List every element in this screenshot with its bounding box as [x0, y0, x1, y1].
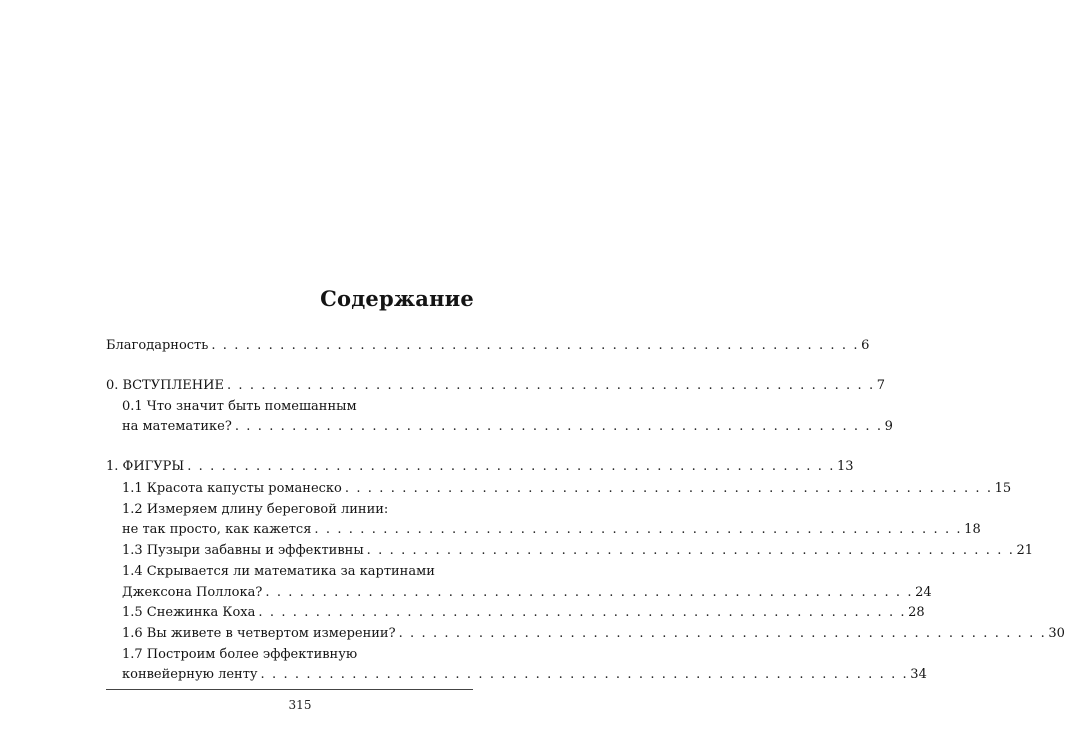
leader-dots: . . . . . . . . . . . . . . . . . . . . . . . . . . . . . . . . . . . . . . . . . . . . . . . . . . . . . . . . .: [366, 543, 1015, 558]
leader-dots: . . . . . . . . . . . . . . . . . . . . . . . . . . . . . . . . . . . . . . . . . . . . . . . . . . . . . . . . .: [398, 626, 1047, 641]
toc-entry-line: 0.1 Что значит быть помешанным: [122, 399, 357, 414]
toc-entry-section-1-4: [122, 584, 932, 602]
toc-entry-line: 1.4 Скрывается ли математика за картинами: [122, 564, 435, 579]
toc-entry-line: 1.2 Измеряем длину береговой линии:: [122, 502, 389, 517]
toc-entry-page: 9: [884, 419, 893, 434]
toc-entry-title: 1. ФИГУРЫ: [106, 459, 185, 474]
leader-dots: . . . . . . . . . . . . . . . . . . . . . . . . . . . . . . . . . . . . . . . . . . . . . . . . . . . . . . . . .: [265, 585, 914, 600]
toc-entry-section-1-1: [122, 480, 1012, 498]
toc-entry-page: 13: [836, 459, 854, 474]
toc-entry-page: 21: [1016, 543, 1033, 558]
leader-dots: . . . . . . . . . . . . . . . . . . . . . . . . . . . . . . . . . . . . . . . . . . . . . . . . . . . . . . . . .: [234, 419, 883, 434]
toc-entry-page: 30: [1048, 626, 1065, 641]
leader-dots: . . . . . . . . . . . . . . . . . . . . . . . . . . . . . . . . . . . . . . . . . . . . . . . . . . . . . . . . .: [187, 459, 835, 474]
toc-entry-page: 15: [994, 481, 1012, 496]
toc-entry-title: 1.6 Вы живете в четвертом измерении?: [122, 626, 396, 641]
toc-entry-section-0-1: [122, 418, 893, 436]
page-number: 315: [288, 698, 312, 712]
leader-dots: . . . . . . . . . . . . . . . . . . . . . . . . . . . . . . . . . . . . . . . . . . . . . . . . . . . . . . . . .: [258, 605, 907, 620]
toc-entry-page: 18: [964, 522, 981, 537]
toc-entry-title: не так просто, как кажется: [122, 522, 312, 537]
toc-entry-title: 0. ВСТУПЛЕНИЕ: [106, 378, 224, 393]
toc-entry-page: 6: [861, 338, 870, 353]
toc-entry-title: на математике?: [122, 419, 232, 434]
toc-entry-section-1-7: [122, 666, 927, 684]
toc-entry-introduction: [106, 377, 885, 395]
toc-entry-section-1-2: [122, 521, 981, 539]
toc-entry-title: конвейерную ленту: [122, 667, 258, 682]
toc-entry-line: 1.7 Построим более эффективную: [122, 647, 358, 662]
leader-dots: . . . . . . . . . . . . . . . . . . . . . . . . . . . . . . . . . . . . . . . . . . . . . . . . . . . . . . . . .: [211, 338, 860, 353]
toc-entry-section-1-6: [122, 625, 1065, 643]
leader-dots: . . . . . . . . . . . . . . . . . . . . . . . . . . . . . . . . . . . . . . . . . . . . . . . . . . . . . . . . .: [344, 481, 993, 496]
toc-entry-section-1-3: [122, 542, 1033, 560]
toc-entry-section-1-5: [122, 604, 925, 622]
toc-entry-page: 34: [910, 667, 927, 682]
toc-entry-page: 24: [915, 585, 932, 600]
page-title: Содержание: [320, 286, 474, 311]
leader-dots: . . . . . . . . . . . . . . . . . . . . . . . . . . . . . . . . . . . . . . . . . . . . . . . . . . . . . . . . .: [260, 667, 909, 682]
toc-entry-title: 1.3 Пузыри забавны и эффективны: [122, 543, 364, 558]
leader-dots: . . . . . . . . . . . . . . . . . . . . . . . . . . . . . . . . . . . . . . . . . . . . . . . . . . . . . . . . .: [314, 522, 963, 537]
leader-dots: . . . . . . . . . . . . . . . . . . . . . . . . . . . . . . . . . . . . . . . . . . . . . . . . . . . . . . . . .: [226, 378, 875, 393]
footer-rule: [106, 689, 473, 690]
toc-entry-page: 7: [876, 378, 885, 393]
toc-entry-title: Джексона Поллока?: [122, 585, 263, 600]
toc-entry-figures: [106, 458, 854, 476]
toc-entry-page: 28: [908, 605, 925, 620]
toc-entry-title: 1.1 Красота капусты романеско: [122, 481, 342, 496]
toc-entry-acknowledgements: [106, 337, 870, 355]
toc-entry-title: 1.5 Снежинка Коха: [122, 605, 256, 620]
toc-entry-title: Благодарность: [106, 338, 209, 353]
